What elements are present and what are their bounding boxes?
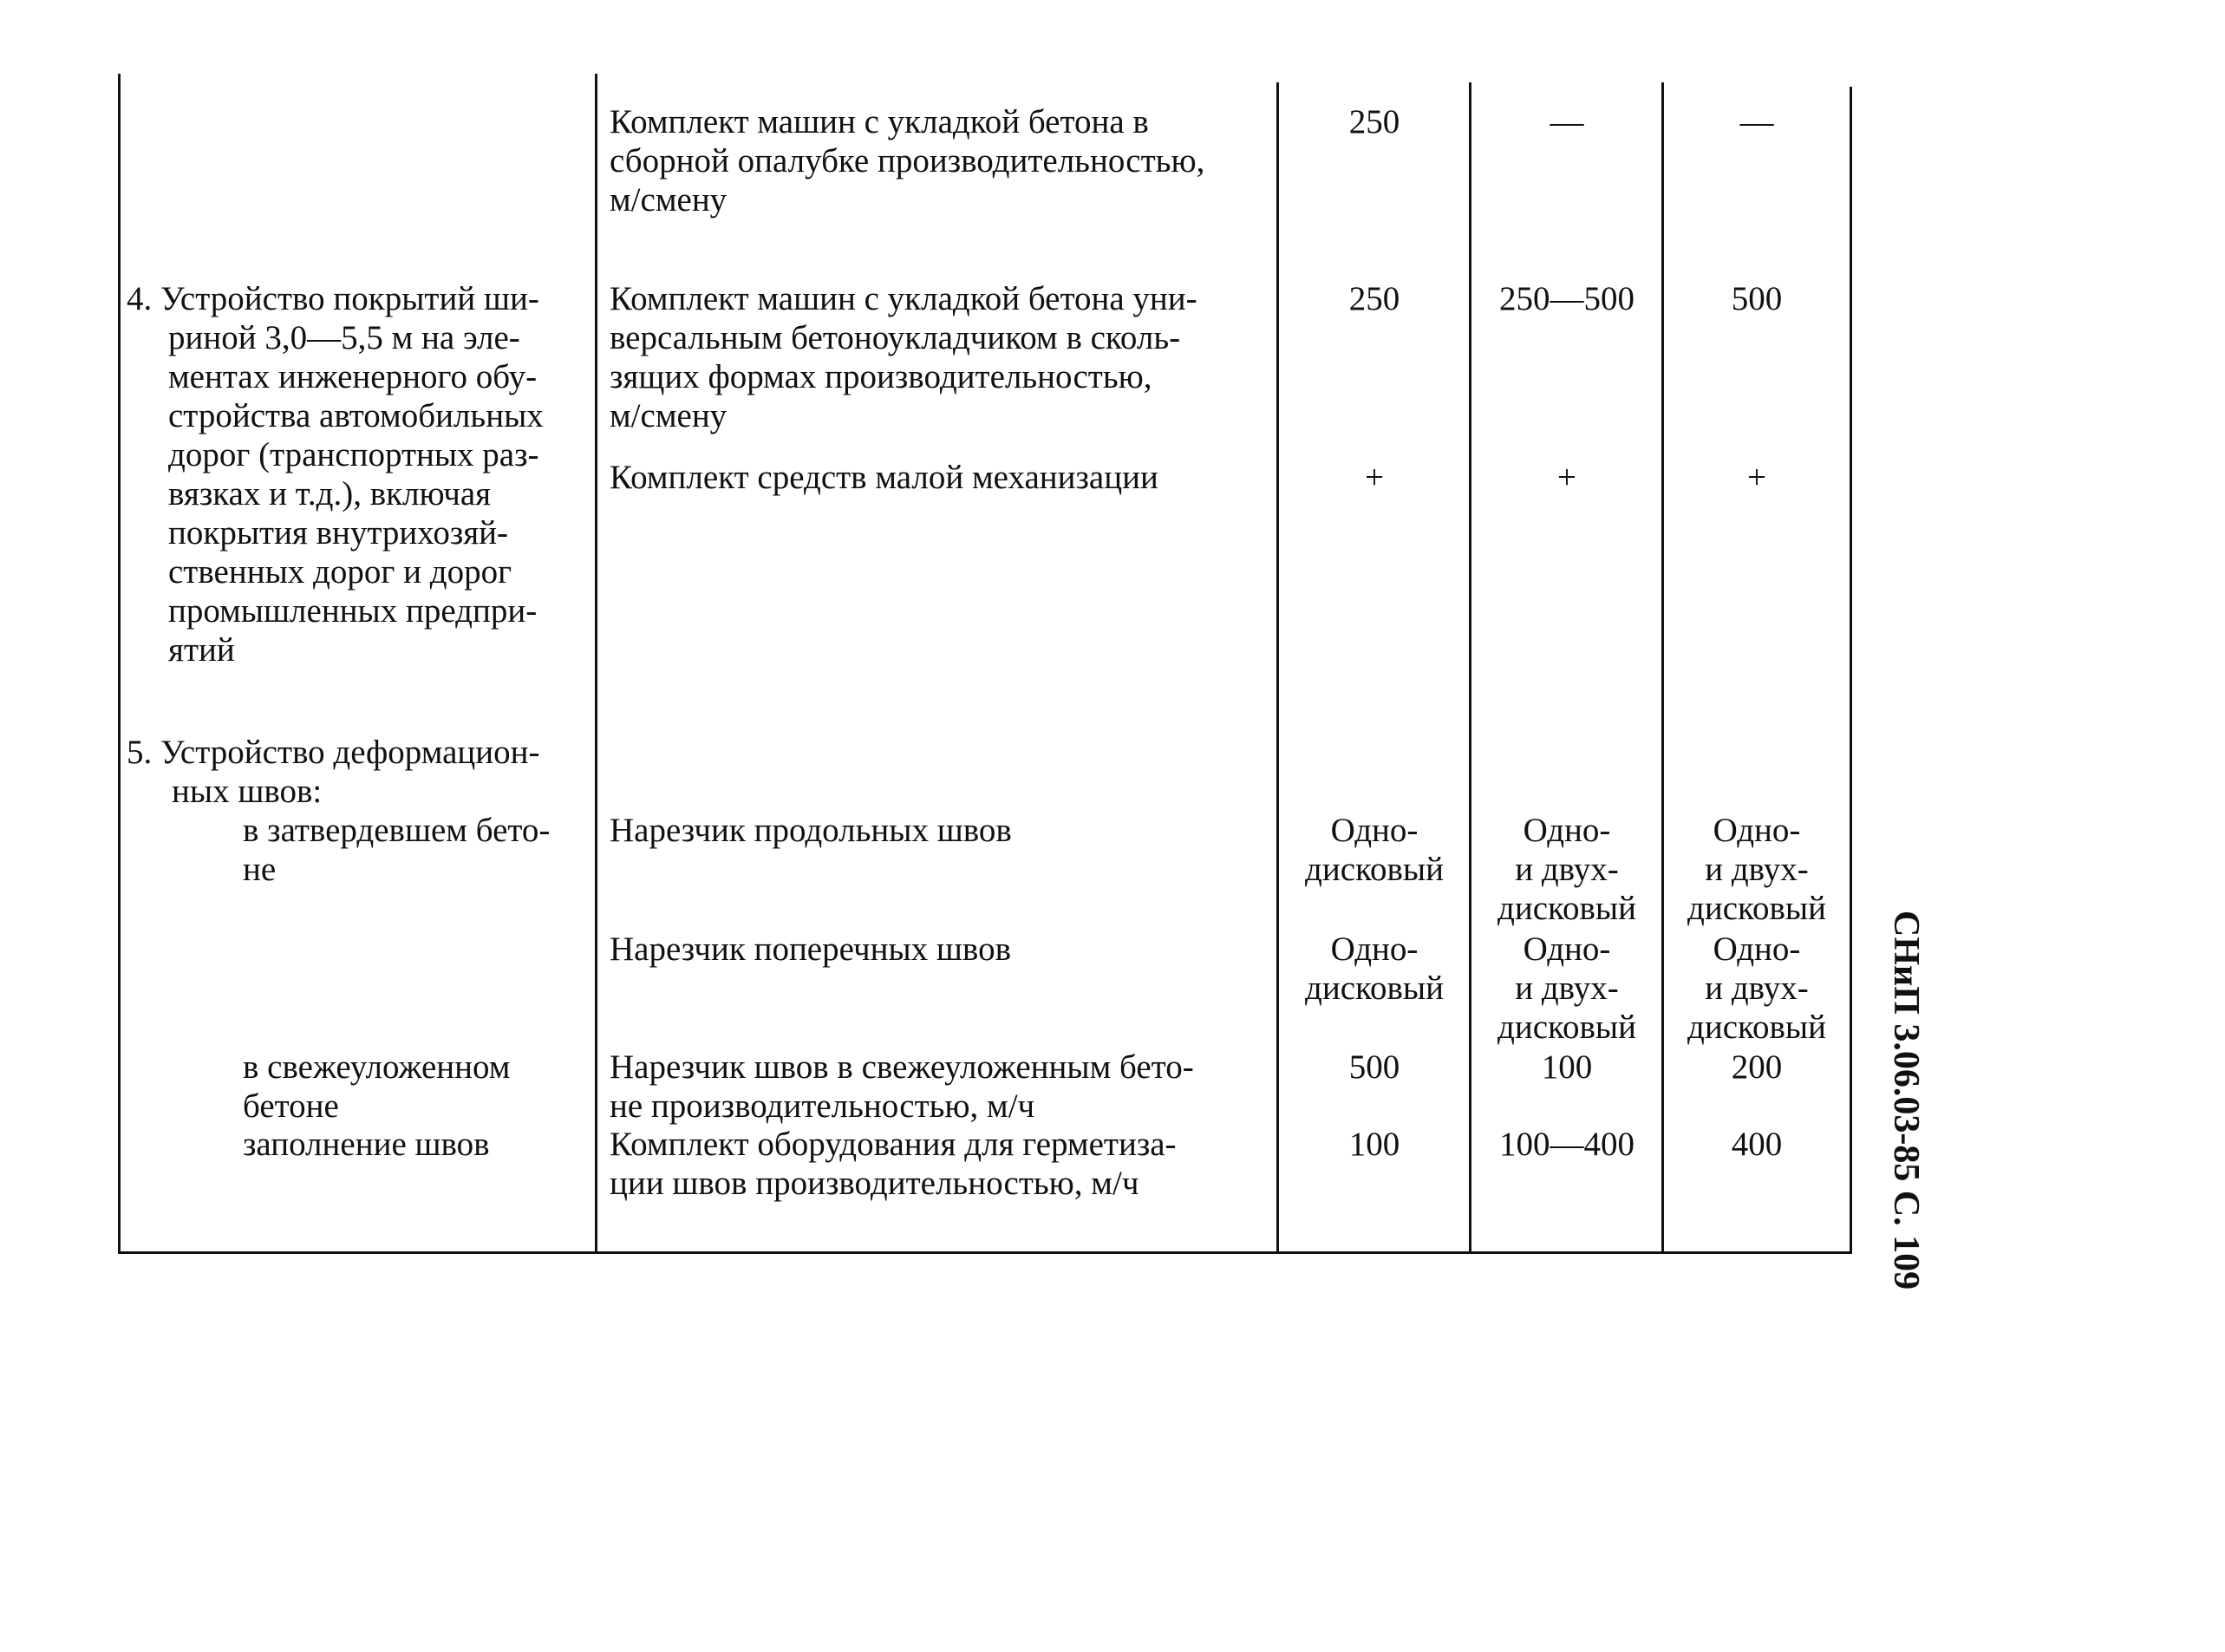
value-cell: 100 (1348, 1126, 1400, 1163)
sub-item-cell: в свежеуложенном бетоне (243, 1048, 511, 1125)
work-description-cell: 5. Устройство деформацион- ных швов: (127, 734, 540, 810)
page-folio: СНиП 3.06.03-85 С. 109 (1886, 911, 1926, 1290)
value-cell: 250 (1348, 280, 1400, 317)
work-description-cell: 4. Устройство покрытий ши- риной 3,0—5,5 м на эле- ментах инженерного обу- стройства автомобильных дорог (транспортных раз- вязках и т.д.), включая покрытия внутрихозяй- ственных дорог и дорог промышленных предпри- ятий (127, 280, 544, 669)
equipment-cell: Комплект машин с укладкой бетона уни- версальным бетоноукладчиком в сколь- зящих формах производительностью, м/смену (610, 280, 1197, 434)
equipment-cell: Нарезчик поперечных швов (610, 930, 1011, 968)
value-cell: 500 (1731, 280, 1783, 317)
value-cell: 250—500 (1499, 280, 1634, 317)
table-border-right (1850, 87, 1852, 1253)
value-cell: 500 (1348, 1048, 1400, 1086)
column-divider-3 (1469, 82, 1471, 1253)
table-border-bottom (118, 1251, 1852, 1254)
value-cell: Одно- и двух- дисковый (1497, 930, 1636, 1046)
value-cell: 100—400 (1499, 1126, 1634, 1163)
value-cell: 200 (1731, 1048, 1783, 1086)
value-cell: 100 (1541, 1048, 1593, 1086)
value-cell: + (1747, 459, 1766, 496)
value-cell: Одно- и двух- дисковый (1497, 812, 1636, 927)
equipment-cell: Нарезчик швов в свежеуложенным бето- не производительностью, м/ч (610, 1048, 1194, 1125)
value-cell: + (1365, 459, 1384, 496)
value-cell: — (1739, 103, 1774, 140)
value-cell: Одно- и двух- дисковый (1687, 812, 1826, 927)
column-divider-1 (595, 74, 597, 1253)
equipment-cell: Комплект средств малой механизации (610, 459, 1158, 496)
value-cell: Одно- дисковый (1305, 930, 1444, 1007)
value-cell: Одно- и двух- дисковый (1687, 930, 1826, 1046)
value-cell: 400 (1731, 1126, 1783, 1163)
equipment-cell: Нарезчик продольных швов (610, 812, 1012, 849)
column-divider-4 (1661, 82, 1664, 1253)
equipment-cell: Комплект машин с укладкой бетона в сборной опалубке производительностью, м/смену (610, 103, 1205, 219)
column-divider-2 (1276, 82, 1279, 1253)
value-cell: 250 (1348, 103, 1400, 140)
equipment-cell: Комплект оборудования для герметиза- ции швов производительностью, м/ч (610, 1126, 1177, 1202)
sub-item-cell: в затвердевшем бето- не (243, 812, 551, 888)
value-cell: — (1550, 103, 1584, 140)
value-cell: + (1557, 459, 1576, 496)
sub-item-cell: заполнение швов (243, 1126, 490, 1163)
table-border-left (118, 74, 121, 1253)
value-cell: Одно- дисковый (1305, 812, 1444, 888)
